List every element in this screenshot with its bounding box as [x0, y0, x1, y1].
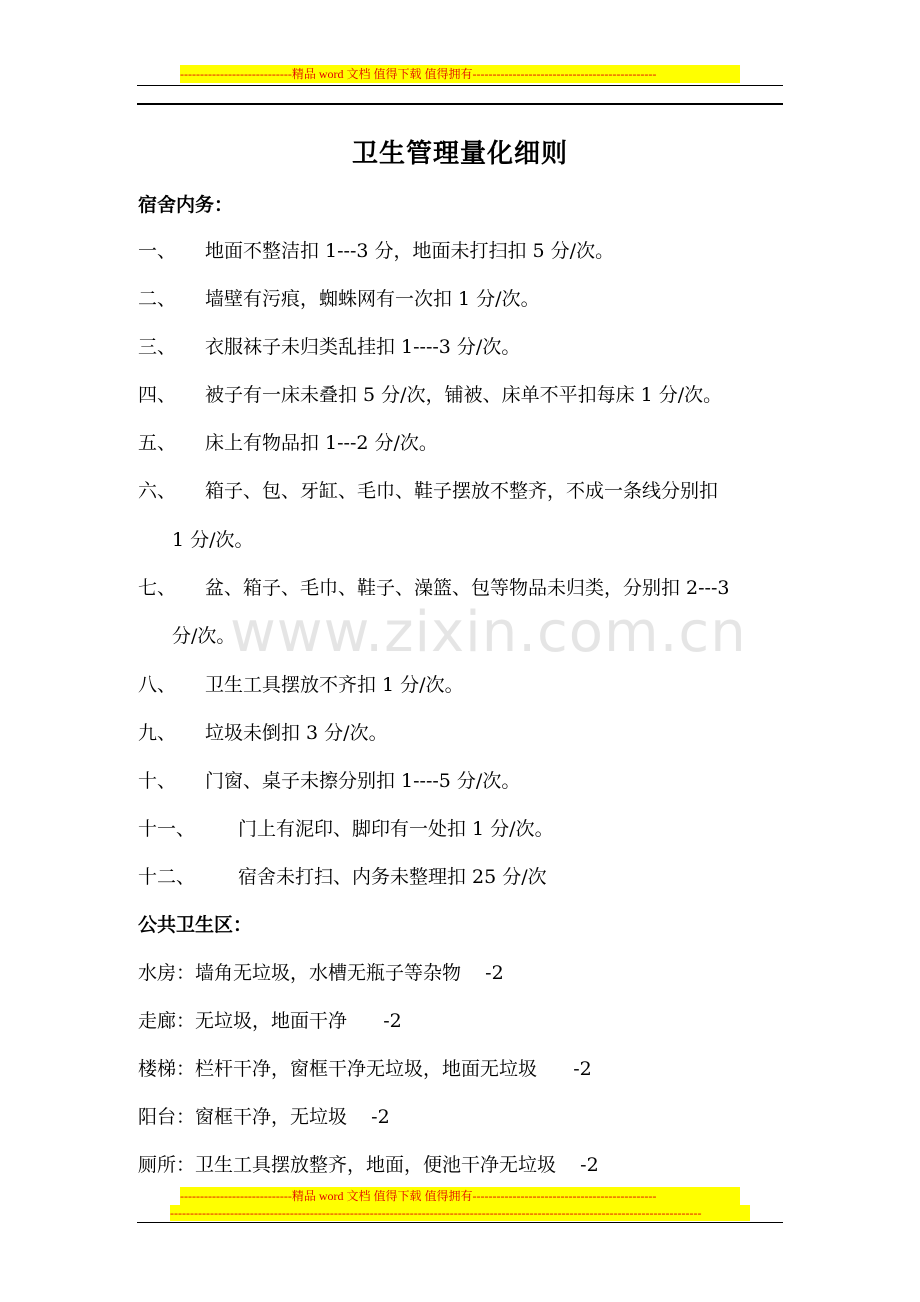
- item-number: 二、: [138, 288, 177, 310]
- item-text: 床上有物品扣 1---2 分/次。: [205, 432, 438, 454]
- list-item: 水房：墙角无垃圾，水槽无瓶子等杂物 -2: [138, 962, 504, 984]
- list-item: 阳台：窗框干净，无垃圾 -2: [138, 1106, 390, 1128]
- list-item: [138, 862, 547, 889]
- list-item: [138, 236, 614, 263]
- header-banner: ----------------------------精品 word 文档 值得下载 值得拥有----------------------------------------------: [180, 65, 740, 83]
- item-number: 十、: [138, 770, 177, 792]
- item-number: 九、: [138, 722, 177, 744]
- list-item: 厕所：卫生工具摆放整齐，地面，便池干净无垃圾 -2: [138, 1154, 599, 1176]
- item-text: 衣服袜子未归类乱挂扣 1----3 分/次。: [205, 336, 521, 358]
- list-item: [138, 766, 520, 793]
- list-item: [138, 573, 729, 600]
- list-item: [138, 718, 388, 745]
- item-number: 五、: [138, 432, 177, 454]
- document-title: 卫生管理量化细则: [351, 139, 568, 169]
- footer-banner: ----------------------------精品 word 文档 值得下载 值得拥有----------------------------------------------: [180, 1187, 740, 1205]
- item-text: 卫生工具摆放不齐扣 1 分/次。: [205, 674, 464, 696]
- item-text: 被子有一床未叠扣 5 分/次，铺被、床单不平扣每床 1 分/次。: [205, 384, 723, 406]
- item-text: 箱子、包、牙缸、毛巾、鞋子摆放不整齐，不成一条线分别扣: [205, 480, 719, 502]
- list-item: [138, 284, 540, 311]
- list-item: [138, 476, 718, 503]
- item-text: 宿舍未打扫、内务未整理扣 25 分/次: [238, 866, 547, 888]
- list-item: [138, 332, 520, 359]
- item-number: 八、: [138, 674, 177, 696]
- list-item: [138, 428, 438, 455]
- header-rule-thin: [137, 85, 783, 86]
- item-text: 门上有泥印、脚印有一处扣 1 分/次。: [238, 818, 554, 840]
- item-number: 三、: [138, 336, 177, 358]
- list-item: [138, 380, 722, 407]
- header-rule-thick: [137, 103, 783, 105]
- list-item-continuation: 1 分/次。: [172, 529, 254, 551]
- footer-banner-dashes: -------------------------------------------------------------------------------------------------------------------------------------: [170, 1205, 750, 1221]
- item-number: 四、: [138, 384, 177, 406]
- item-text: 门窗、桌子未擦分别扣 1----5 分/次。: [205, 770, 521, 792]
- list-item: [138, 670, 464, 697]
- list-item: [138, 814, 554, 841]
- item-number: 十二、: [138, 866, 196, 888]
- item-text: 盆、箱子、毛巾、鞋子、澡篮、包等物品未归类，分别扣 2---3: [205, 577, 730, 599]
- item-number: 十一、: [138, 818, 196, 840]
- section-heading-dorm: 宿舍内务：: [138, 194, 234, 216]
- list-item: 楼梯：栏杆干净，窗框干净无垃圾，地面无垃圾 -2: [138, 1058, 592, 1080]
- item-number: 一、: [138, 240, 177, 262]
- watermark: www.zixin.com.cn: [230, 600, 747, 665]
- item-text: 垃圾未倒扣 3 分/次。: [205, 722, 388, 744]
- item-text: 墙壁有污痕，蜘蛛网有一次扣 1 分/次。: [205, 288, 540, 310]
- list-item: 走廊：无垃圾，地面干净 -2: [138, 1010, 402, 1032]
- section-heading-public: 公共卫生区：: [138, 914, 253, 936]
- item-text: 地面不整洁扣 1---3 分，地面未打扫扣 5 分/次。: [205, 240, 615, 262]
- footer-rule: [137, 1222, 783, 1223]
- item-number: 六、: [138, 480, 177, 502]
- item-number: 七、: [138, 577, 177, 599]
- list-item-continuation: 分/次。: [172, 625, 236, 647]
